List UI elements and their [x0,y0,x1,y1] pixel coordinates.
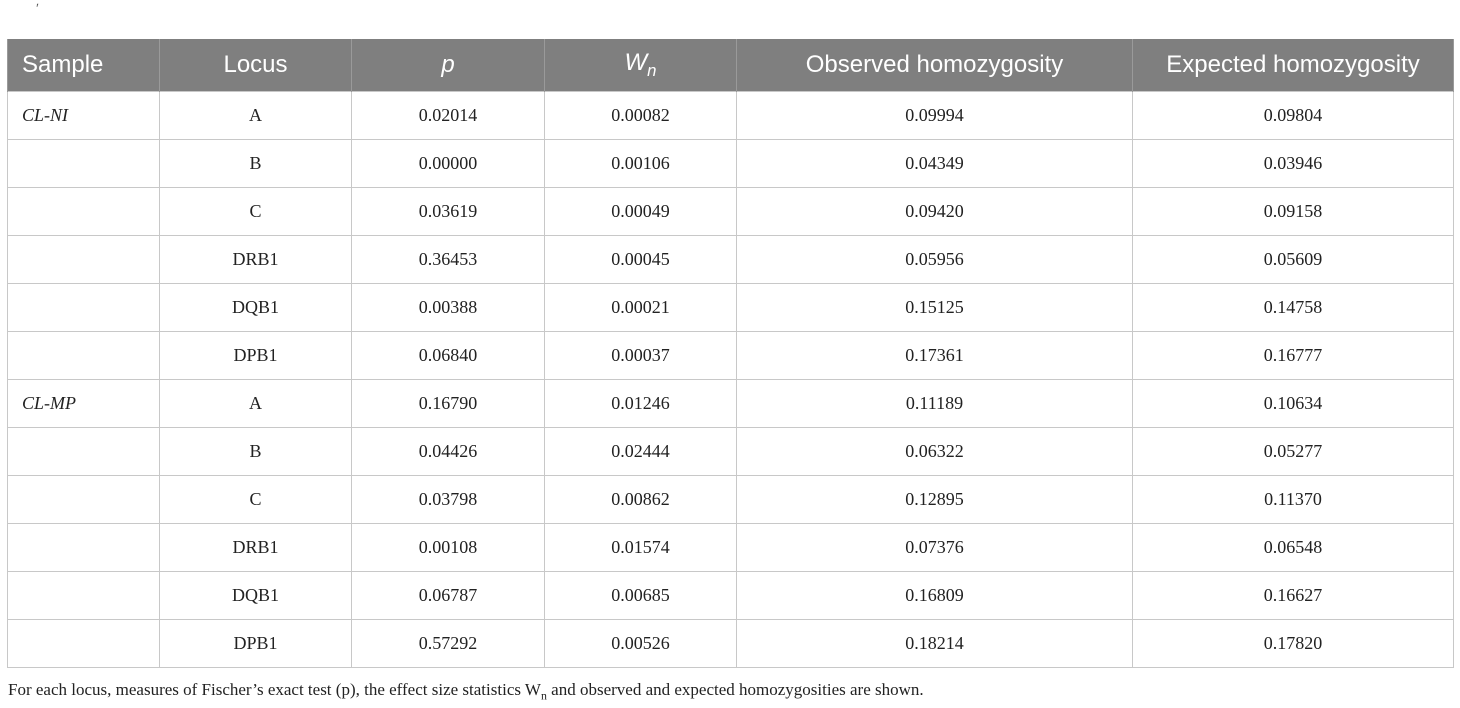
cell-wn: 0.00082 [545,92,737,140]
header-observed: Observed homozygosity [737,39,1133,92]
cell-sample [8,572,160,620]
table-row [8,572,1454,620]
table-row [8,140,1454,188]
header-p [352,39,545,92]
cell-observed: 0.09994 [737,92,1133,140]
cell-expected: 0.10634 [1133,380,1454,428]
cell-observed: 0.15125 [737,284,1133,332]
cell-sample [8,476,160,524]
cell-locus: A [160,380,352,428]
cell-p: 0.57292 [352,620,545,668]
cell-expected: 0.16627 [1133,572,1454,620]
footnote-text-after: and observed and expected homozygosities are shown. [546,680,924,699]
header-sample: Sample [8,39,160,92]
cell-expected: 0.03946 [1133,140,1454,188]
cell-locus: DQB1 [160,284,352,332]
cell-observed: 0.04349 [737,140,1133,188]
cell-p: 0.06787 [352,572,545,620]
cell-expected: 0.05277 [1133,428,1454,476]
cell-locus: DRB1 [160,524,352,572]
header-wn-main: W [624,49,648,77]
cell-wn: 0.00685 [545,572,737,620]
footnote-text-before: For each locus, measures of Fischer’s exact test (p), the effect size statistics W [8,680,541,699]
cell-wn: 0.00106 [545,140,737,188]
cell-observed: 0.16809 [737,572,1133,620]
table-body [8,92,1454,668]
footnote-subscript: n [540,688,547,703]
cell-expected: 0.11370 [1133,476,1454,524]
cell-sample: CL-NI [8,92,160,140]
cell-expected: 0.09158 [1133,188,1454,236]
cell-p: 0.00000 [352,140,545,188]
header-locus: Locus [160,39,352,92]
cell-expected: 0.09804 [1133,92,1454,140]
cell-p: 0.00388 [352,284,545,332]
cell-p: 0.04426 [352,428,545,476]
cell-observed: 0.18214 [737,620,1133,668]
cell-wn: 0.00526 [545,620,737,668]
cell-wn: 0.01246 [545,380,737,428]
cell-sample: CL-MP [8,380,160,428]
header-expected: Expected homozygosity [1133,39,1454,92]
cell-expected: 0.06548 [1133,524,1454,572]
cell-wn: 0.00049 [545,188,737,236]
cell-wn: 0.02444 [545,428,737,476]
table-row [8,188,1454,236]
cell-sample [8,428,160,476]
header-wn [545,39,737,92]
table-row [8,428,1454,476]
cell-locus: DPB1 [160,332,352,380]
cell-wn: 0.00862 [545,476,737,524]
cell-p: 0.36453 [352,236,545,284]
table-row [8,236,1454,284]
cell-locus: C [160,188,352,236]
cell-sample [8,332,160,380]
table-row [8,284,1454,332]
cell-sample [8,524,160,572]
cell-expected: 0.17820 [1133,620,1454,668]
table-row [8,332,1454,380]
cell-wn: 0.00021 [545,284,737,332]
cell-wn: 0.00037 [545,332,737,380]
cell-observed: 0.05956 [737,236,1133,284]
cell-observed: 0.09420 [737,188,1133,236]
cell-observed: 0.07376 [737,524,1133,572]
table-row [8,92,1454,140]
cell-sample [8,620,160,668]
cell-p: 0.06840 [352,332,545,380]
cell-observed: 0.17361 [737,332,1133,380]
cell-observed: 0.12895 [737,476,1133,524]
top-mark: ʹ [36,2,40,17]
cell-locus: B [160,428,352,476]
cell-wn: 0.01574 [545,524,737,572]
cell-sample [8,140,160,188]
table-header-row [8,39,1454,92]
header-wn-sub: n [647,60,657,80]
cell-wn: 0.00045 [545,236,737,284]
cell-p: 0.03619 [352,188,545,236]
cell-p: 0.16790 [352,380,545,428]
cell-locus: DRB1 [160,236,352,284]
cell-sample [8,236,160,284]
cell-locus: DQB1 [160,572,352,620]
cell-locus: DPB1 [160,620,352,668]
header-p-label: p [441,51,455,78]
table-row [8,524,1454,572]
table-row [8,620,1454,668]
cell-expected: 0.05609 [1133,236,1454,284]
cell-locus: B [160,140,352,188]
cell-p: 0.00108 [352,524,545,572]
homozygosity-table [7,39,1454,668]
cell-observed: 0.11189 [737,380,1133,428]
cell-expected: 0.14758 [1133,284,1454,332]
cell-sample [8,284,160,332]
cell-expected: 0.16777 [1133,332,1454,380]
cell-p: 0.02014 [352,92,545,140]
cell-locus: C [160,476,352,524]
table-row [8,380,1454,428]
cell-sample [8,188,160,236]
cell-locus: A [160,92,352,140]
table-row [8,476,1454,524]
cell-p: 0.03798 [352,476,545,524]
table-footnote [8,680,924,703]
cell-observed: 0.06322 [737,428,1133,476]
